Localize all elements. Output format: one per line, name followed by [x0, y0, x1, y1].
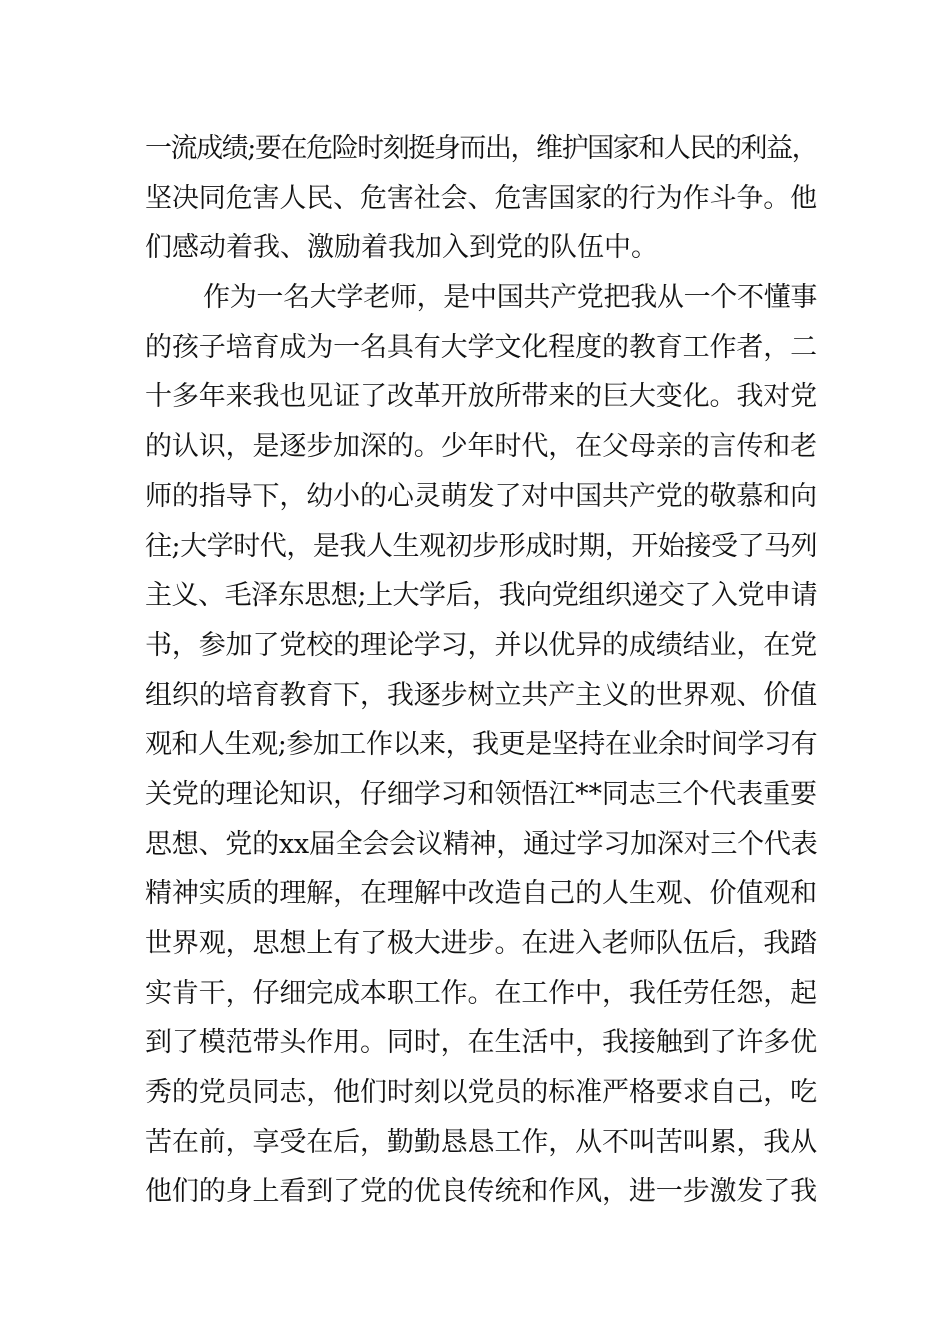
- text-line: 往;大学时代，是我人生观初步形成时期，开始接受了马列: [145, 530, 818, 562]
- text-line: 的孩子培育成为一名具有大学文化程度的教育工作者，二: [145, 331, 817, 363]
- text-line: 他们的身上看到了党的优良传统和作风，进一步激发了我: [145, 1176, 817, 1208]
- text-line: 思想、党的xx届全会会议精神，通过学习加深对三个代表: [145, 828, 818, 860]
- text-line: 师的指导下，幼小的心灵萌发了对中国共产党的敬慕和向: [145, 480, 817, 512]
- text-line: 苦在前，享受在后，勤勤恳恳工作，从不叫苦叫累，我从: [145, 1126, 817, 1158]
- text-line: 们感动着我、激励着我加入到党的队伍中。: [145, 232, 658, 264]
- text-line: 的认识，是逐步加深的。少年时代，在父母亲的言传和老: [145, 431, 817, 463]
- text-line: 精神实质的理解，在理解中改造自己的人生观、价值观和: [145, 878, 817, 910]
- text-line: 秀的党员同志，他们时刻以党员的标准严格要求自己，吃: [145, 1077, 817, 1109]
- text-line: 关党的理论知识，仔细学习和领悟江**同志三个代表重要: [145, 778, 817, 810]
- text-line: 坚决同危害人民、危害社会、危害国家的行为作斗争。他: [145, 182, 817, 214]
- text-line: 实肯干，仔细完成本职工作。在工作中，我任劳任怨，起: [145, 977, 817, 1009]
- text-line: 一流成绩;要在危险时刻挺身而出，维护国家和人民的利益，: [145, 133, 818, 164]
- text-line: 主义、毛泽东思想;上大学后，我向党组织递交了入党申请: [145, 580, 818, 612]
- text-line: 十多年来我也见证了改革开放所带来的巨大变化。我对党: [145, 381, 817, 413]
- text-line: 书，参加了党校的理论学习，并以优异的成绩结业，在党: [145, 629, 817, 661]
- text-line: 到了模范带头作用。同时，在生活中，我接触到了许多优: [145, 1027, 817, 1059]
- text-line: 作为一名大学老师，是中国共产党把我从一个不懂事: [203, 282, 818, 314]
- text-line: 世界观，思想上有了极大进步。在进入老师队伍后，我踏: [145, 928, 817, 959]
- paragraph: [145, 273, 818, 1217]
- text-line: 观和人生观;参加工作以来，我更是坚持在业余时间学习有: [145, 729, 818, 761]
- text-line: 组织的培育教育下，我逐步树立共产主义的世界观、价值: [145, 679, 817, 711]
- paragraph: [145, 124, 818, 273]
- document-body: [145, 124, 818, 1217]
